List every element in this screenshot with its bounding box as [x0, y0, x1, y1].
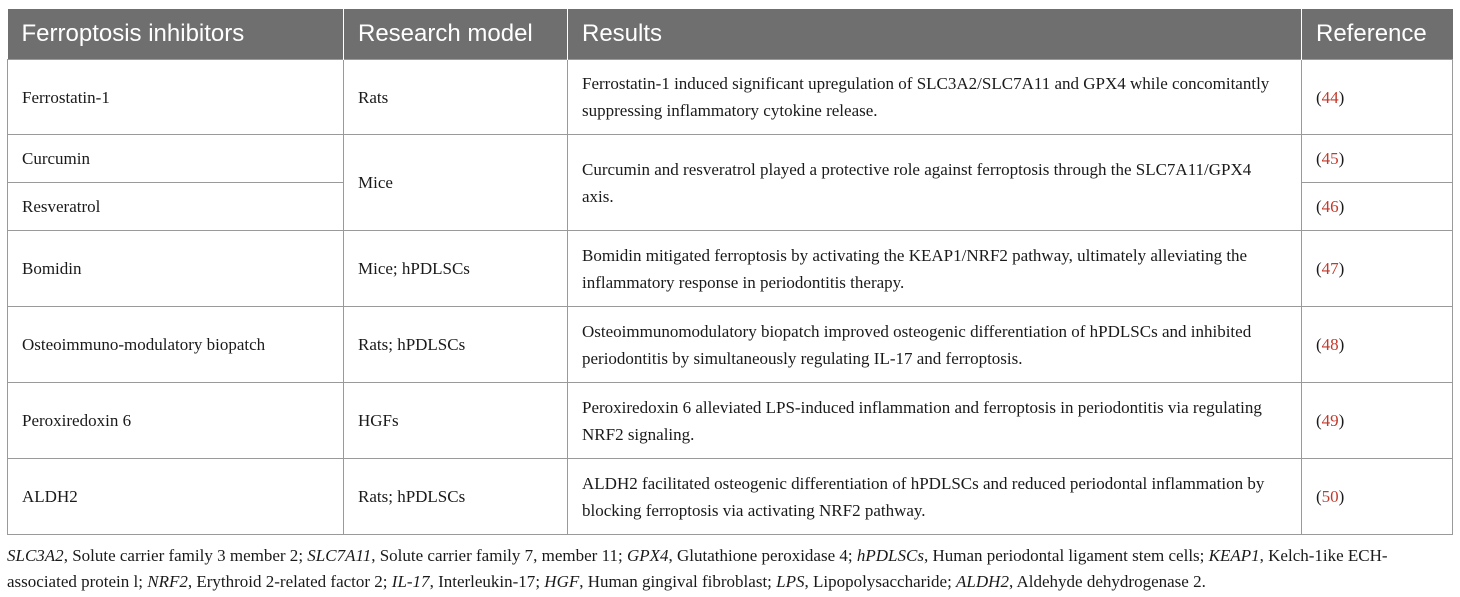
cell-model: Rats: [344, 60, 568, 135]
cell-results: Peroxiredoxin 6 alleviated LPS-induced inflammation and ferroptosis in periodontitis via regulating NRF2 signaling.: [568, 383, 1302, 459]
footnote-def: Solute carrier family 3 member 2: [72, 546, 299, 565]
footnote-abbr: GPX4: [626, 546, 669, 565]
footnote-def: Human gingival fibroblast: [587, 572, 768, 591]
cell-inhibitor: Ferrostatin-1: [8, 60, 344, 135]
table-header-row: [8, 9, 1453, 60]
footnote-def: Interleukin-17: [438, 572, 536, 591]
reference-link[interactable]: 47: [1321, 259, 1339, 278]
cell-reference: (47): [1302, 231, 1453, 307]
cell-reference: (45): [1302, 135, 1453, 183]
cell-inhibitor: ALDH2: [8, 459, 344, 535]
table-row: [8, 307, 1453, 383]
cell-inhibitor: Peroxiredoxin 6: [8, 383, 344, 459]
table-row: [8, 60, 1453, 135]
footnote-abbr: hPDLSCs: [856, 546, 924, 565]
cell-results: Curcumin and resveratrol played a protective role against ferroptosis through the SLC7A11/GPX4 axis.: [568, 135, 1302, 231]
cell-model: HGFs: [344, 383, 568, 459]
cell-model: Mice; hPDLSCs: [344, 231, 568, 307]
cell-inhibitor: Resveratrol: [8, 183, 344, 231]
cell-model: Mice: [344, 135, 568, 231]
cell-inhibitor: Bomidin: [8, 231, 344, 307]
footnote-abbr: IL-17: [391, 572, 430, 591]
cell-results: Bomidin mitigated ferroptosis by activating the KEAP1/NRF2 pathway, ultimately alleviating the inflammatory response in periodontitis therapy.: [568, 231, 1302, 307]
cell-inhibitor: Curcumin: [8, 135, 344, 183]
header-research-model: Research model: [344, 9, 568, 60]
footnote-abbr: KEAP1: [1208, 546, 1260, 565]
header-inhibitors: Ferroptosis inhibitors: [8, 9, 344, 60]
cell-results: ALDH2 facilitated osteogenic differentiation of hPDLSCs and reduced periodontal inflammation by blocking ferroptosis via activating NRF2 pathway.: [568, 459, 1302, 535]
footnote-abbr: SLC3A2: [7, 546, 64, 565]
table-container: [7, 9, 1452, 535]
reference-link[interactable]: 44: [1321, 87, 1339, 107]
ferroptosis-inhibitors-table: [7, 9, 1453, 535]
footnote-abbr: NRF2: [147, 572, 188, 591]
footnote-def: Aldehyde dehydrogenase 2: [1016, 572, 1202, 591]
cell-model: Rats; hPDLSCs: [344, 459, 568, 535]
table-footnote: SLC3A2, Solute carrier family 3 member 2; SLC7A11, Solute carrier family 7, member 11; GPX4, Glutathione peroxidase 4; hPDLSCs, Human periodontal ligament stem cells; KEAP1, Kelch-1ike ECH-associated protein l; NRF2, Erythroid 2-related factor 2; IL-17, Interleukin-17; HGF, Human gingival fibroblast; LPS, Lipopolysaccharide; ALDH2, Aldehyde dehydrogenase 2.: [7, 546, 1388, 591]
reference-link[interactable]: 49: [1321, 411, 1339, 430]
reference-link[interactable]: 48: [1321, 335, 1339, 354]
cell-results: Ferrostatin-1 induced significant upregulation of SLC3A2/SLC7A11 and GPX4 while concomitantly suppressing inflammatory cytokine release.: [568, 60, 1302, 135]
header-results: Results: [568, 9, 1302, 60]
table-row: [8, 383, 1453, 459]
header-reference: Reference: [1302, 9, 1453, 60]
reference-link[interactable]: 45: [1321, 149, 1339, 168]
footnote-abbr: ALDH2: [956, 572, 1009, 591]
cell-reference: (50): [1302, 459, 1453, 535]
footnote-abbr: LPS: [776, 572, 805, 591]
cell-inhibitor: Osteoimmuno-modulatory biopatch: [8, 307, 344, 383]
cell-reference: (48): [1302, 307, 1453, 383]
footnote-def: Human periodontal ligament stem cells: [932, 546, 1200, 565]
reference-link[interactable]: 50: [1321, 487, 1339, 506]
footnote-def: Lipopolysaccharide: [813, 572, 948, 591]
cell-model: Rats; hPDLSCs: [344, 307, 568, 383]
footnote-def: Erythroid 2-related factor 2: [196, 572, 383, 591]
footnote-def: Kelch-1ike ECH-associated protein l: [7, 546, 1388, 591]
table-row: [8, 459, 1453, 535]
footnote-def: Solute carrier family 7, member 11: [379, 546, 618, 565]
footnote-abbr: SLC7A11: [307, 546, 372, 565]
cell-reference: (46): [1302, 183, 1453, 231]
table-row: [8, 135, 1453, 183]
reference-link[interactable]: 46: [1321, 197, 1339, 216]
cell-results: Osteoimmunomodulatory biopatch improved osteogenic differentiation of hPDLSCs and inhibited periodontitis by simultaneously regulating IL-17 and ferroptosis.: [568, 307, 1302, 383]
cell-reference: (49): [1302, 383, 1453, 459]
table-row: [8, 231, 1453, 307]
footnote-def: Glutathione peroxidase 4: [676, 546, 848, 565]
footnote-abbr: HGF: [544, 572, 580, 591]
cell-reference: (44): [1302, 60, 1453, 135]
